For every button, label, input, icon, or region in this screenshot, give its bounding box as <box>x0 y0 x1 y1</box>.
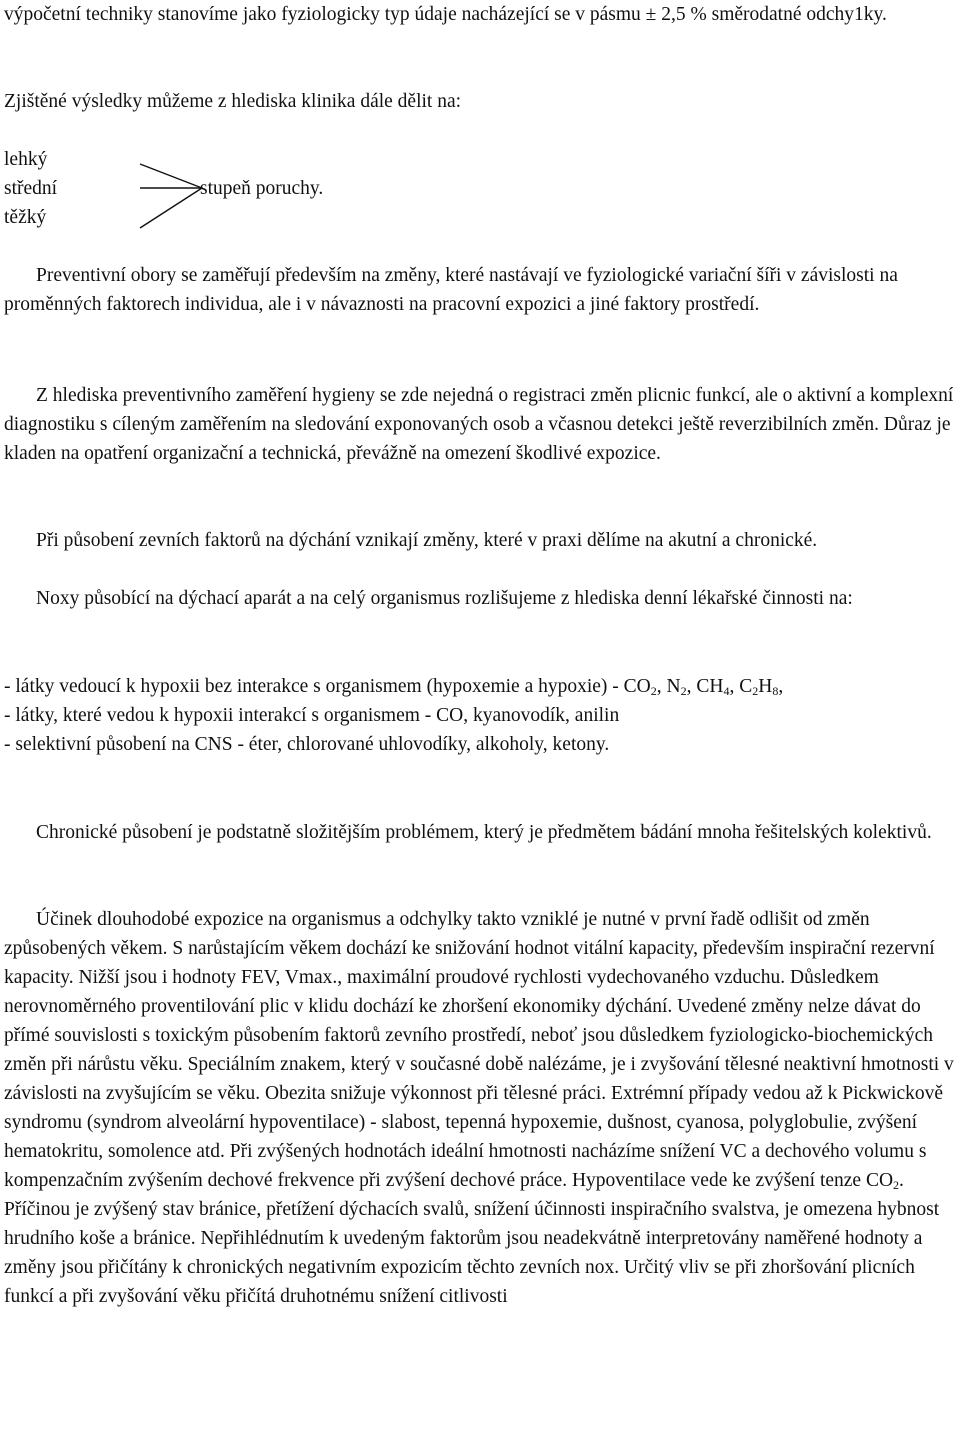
list-item: - selektivní působení na CNS - éter, chlorované uhlovodíky, alkoholy, ketony. <box>4 734 610 755</box>
severity-item: lehký <box>4 149 48 170</box>
list-item: - látky vedoucí k hypoxii bez interakce s organismem (hypoxemie a hypoxie) - $CO_2$, $N_2$, $CH_4$, $C_2H_8$, <box>4 676 784 698</box>
paragraph-preventive: Preventivní obory se zaměřují především na změny, které nastávají ve fyziologické variační šíři v závislosti na proměnných faktorech individua, ale i v návaznosti na pracovní expozici a jiné faktory prostředí. <box>4 265 898 315</box>
paragraph-classification: Zjištěné výsledky můžeme z hlediska klinika dále dělit na: <box>4 91 462 112</box>
paragraph-chronic: Chronické působení je podstatně složitějším problémem, který je předmětem bádání mnoha řešitelských kolektivů. <box>36 822 932 843</box>
paragraph-hygiene: Z hlediska preventivního zaměření hygieny se zde nejedná o registraci změn plicnic funkcí, ale o aktivní a komplexní diagnostiku s cíleným zaměřením na sledování exponovaných osob a včasnou detekci ještě reverzibilních změn. Důraz je kladen na opatření organizační a technická, převážně na omezení škodlivé expozice. <box>4 385 954 464</box>
paragraph-acute-chronic: Při působení zevních faktorů na dýchání vznikají změny, které v praxi dělíme na akutní a chronické. <box>36 530 818 551</box>
paragraph-intro: výpočetní techniky stanovíme jako fyziologicky typ údaje nacházející se v pásmu ± 2,5 % směrodatné odchy1ky. <box>4 4 887 25</box>
paragraph-long-term-effect: Účinek dlouhodobé expozice na organismus a odchylky takto vzniklé je nutné v první řadě odlišit od změn způsobených věkem. S narůstajícím věkem dochází ke snižování hodnot vitální kapacity, především inspirační rezervní kapacity. Nižší jsou i hodnoty FEV, Vmax., maximální proudové rychlosti vydechovaného vzduchu. Důsledkem nerovnoměrného proventilování plic v klidu dochází ke zhoršení ekonomiky dýchání. Uvedené změny nelze dávat do přímé souvislosti s toxickým působením faktorů zevního prostředí, neboť jsou důsledkem fyziologicko-biochemických změn při nárůstu věku. Speciálním znakem, který v současné době nalézáme, je i zvyšování tělesné neaktivní hmotnosti v závislosti na zvyšujícím se věku. Obezita snižuje výkonnost při tělesné práci. Extrémní případy vedou až k Pickwickově syndromu (syndrom alveolární hypoventilace) - slabost, tepenná hypoxemie, dušnost, cyanosa, polyglobulie, zvýšení hematokritu, somolence atd. Při zvýšených hodnotách ideální hmotnosti nacházíme snížení VC a dechového volumu s kompenzačním zvýšením dechové frekvence při zvýšení dechové práce. Hypoventilace vede ke zvýšení tenze $CO_2$. Příčinou je zvýšený stav bránice, přetížení dýchacích svalů, snížení účinnosti inspiračního svalstva, je omezena hybnost hrudního koše a bránice. Nepřihlédnutím k uvedeným faktorům jsou neadekvátně interpretovány naměřené hodnoty a změny jsou přičítány k chronických negativním expozicím těchto zevních nox. Určitý vliv se při zhoršování plicních funkcí a při zvyšování věku přičítá druhotnému snížení citlivosti <box>4 909 954 1307</box>
severity-item: těžký <box>4 207 47 228</box>
list-item: - látky, které vedou k hypoxii interakcí s organismem - CO, kyanovodík, anilin <box>4 705 620 726</box>
noxy-list <box>4 672 958 759</box>
severity-list <box>4 145 57 232</box>
paragraph-noxy: Noxy působící na dýchací aparát a na celý organismus rozlišujeme z hlediska denní lékařské činnosti na: <box>36 588 853 609</box>
severity-item: střední <box>4 178 58 199</box>
severity-label: stupeň poruchy. <box>200 178 324 199</box>
bracket-arrow-icon <box>132 158 207 233</box>
